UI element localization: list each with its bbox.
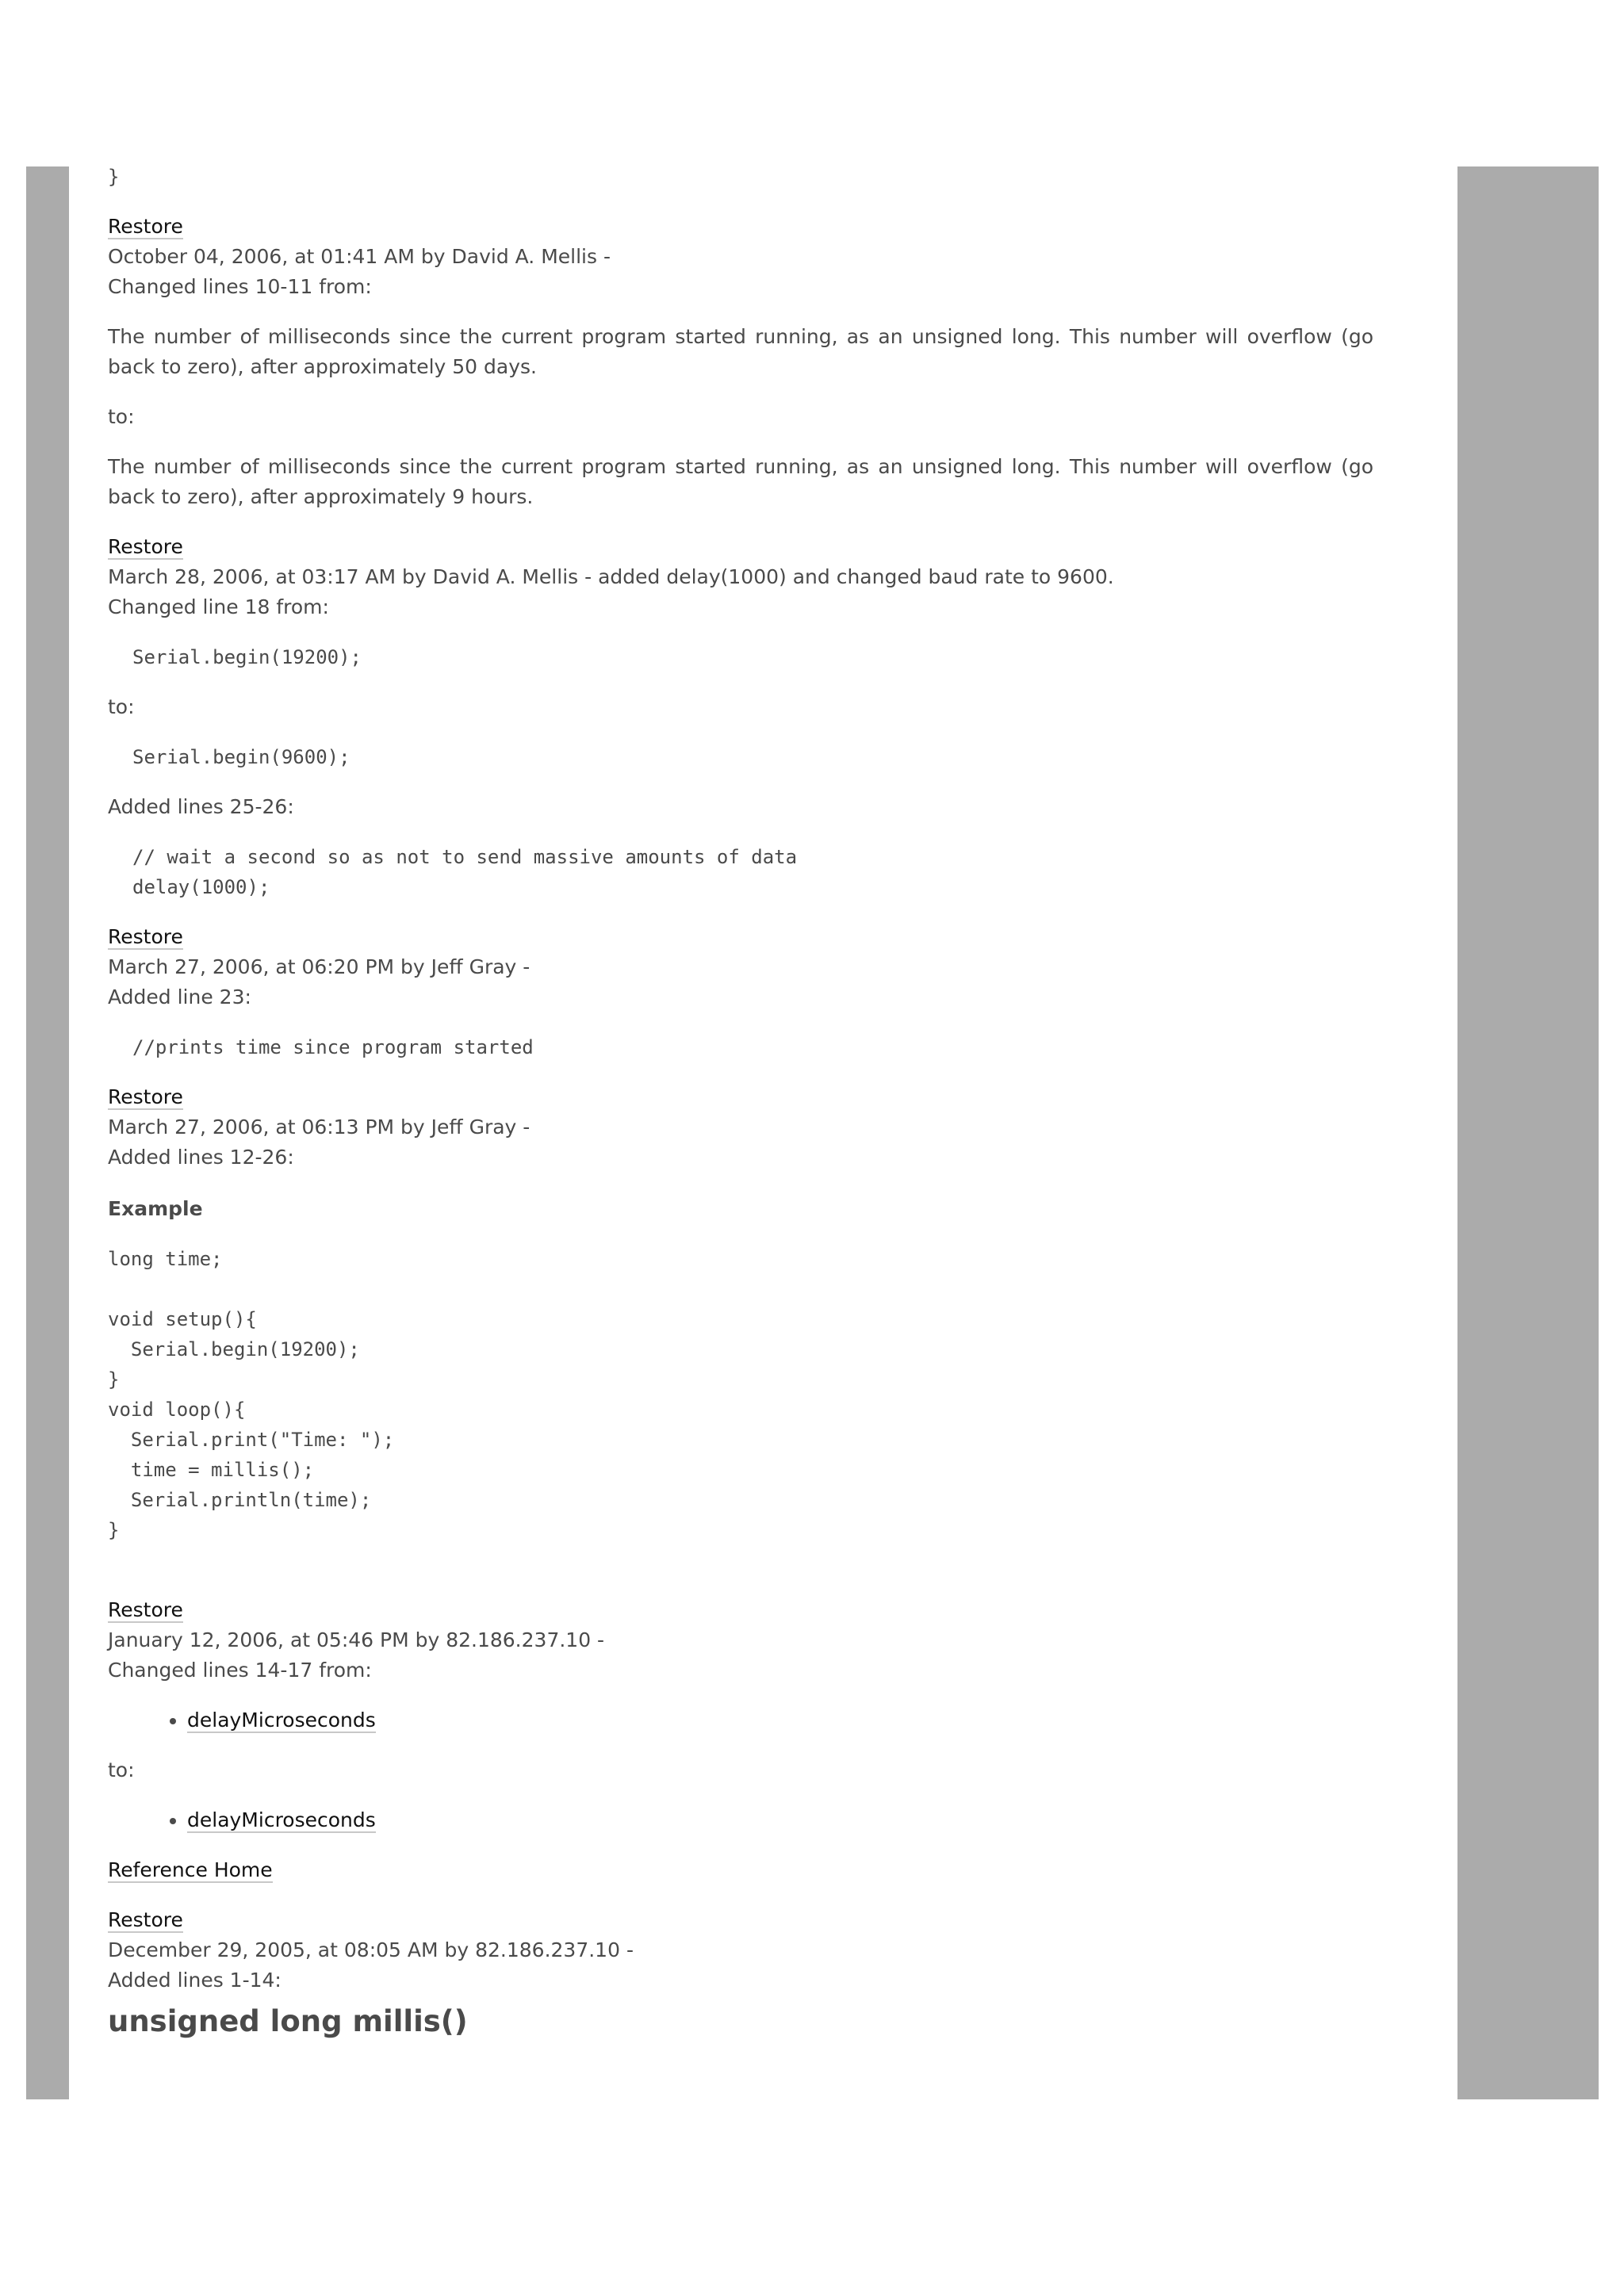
diff-from-text: The number of milliseconds since the current program started running, as an unsigned long. This number will overflow (go back to zero), after approximately 50 days. <box>108 325 1373 378</box>
entry-change-summary: Added lines 1-14: <box>108 1969 282 1992</box>
diff-added-code: // wait a second so as not to send massive amounts of data delay(1000); <box>132 846 798 898</box>
entry-meta: December 29, 2005, at 08:05 AM by 82.186.237.10 - <box>108 1938 634 1961</box>
diff-to-label: to: <box>108 1758 135 1781</box>
function-title: unsigned long millis() <box>108 2004 468 2038</box>
reference-home-link[interactable]: Reference Home <box>108 1858 273 1881</box>
restore-link[interactable]: Restore <box>108 1598 183 1621</box>
entry-change-summary: Changed lines 10-11 from: <box>108 275 372 298</box>
diff-added-label: Added lines 25-26: <box>108 795 294 818</box>
left-margin-bar <box>26 166 69 2099</box>
history-entry <box>108 1595 1373 1686</box>
history-entry <box>108 1082 1373 1173</box>
diff-to-label: to: <box>108 695 135 718</box>
entry-meta: October 04, 2006, at 01:41 AM by David A. Mellis - <box>108 245 611 268</box>
diff-from-list <box>108 1705 1373 1735</box>
restore-link[interactable]: Restore <box>108 1085 183 1108</box>
entry-meta: March 27, 2006, at 06:20 PM by Jeff Gray - <box>108 955 530 978</box>
restore-link[interactable]: Restore <box>108 925 183 948</box>
entry-change-summary: Added line 23: <box>108 985 251 1008</box>
list-item <box>187 1705 1373 1735</box>
diff-to-list <box>108 1805 1373 1835</box>
history-entry <box>108 532 1373 622</box>
history-entry <box>108 212 1373 302</box>
entry-change-summary: Added lines 12-26: <box>108 1146 294 1169</box>
diff-to-text: The number of milliseconds since the current program started running, as an unsigned long. This number will overflow (go back to zero), after approximately 9 hours. <box>108 455 1373 508</box>
diff-from-code: Serial.begin(19200); <box>132 646 362 668</box>
entry-change-summary: Changed line 18 from: <box>108 595 329 618</box>
delay-microseconds-link[interactable]: delayMicroseconds <box>187 1709 376 1732</box>
right-margin-bar <box>1457 166 1599 2099</box>
example-code: long time; void setup(){ Serial.begin(19200); } void loop(){ Serial.print("Time: "); time = millis(); Serial.println(time); } <box>108 1248 395 1541</box>
diff-to-label: to: <box>108 405 135 428</box>
list-item <box>187 1805 1373 1835</box>
code-closing-brace: } <box>108 166 120 188</box>
restore-link[interactable]: Restore <box>108 1908 183 1931</box>
entry-meta: January 12, 2006, at 05:46 PM by 82.186.237.10 - <box>108 1628 605 1651</box>
diff-to-code: Serial.begin(9600); <box>132 746 350 768</box>
entry-change-summary: Changed lines 14-17 from: <box>108 1659 372 1682</box>
example-heading: Example <box>108 1197 203 1220</box>
entry-meta: March 27, 2006, at 06:13 PM by Jeff Gray - <box>108 1115 530 1138</box>
history-entry <box>108 922 1373 1012</box>
entry-meta: March 28, 2006, at 03:17 AM by David A. Mellis - added delay(1000) and changed baud rate to 9600. <box>108 565 1114 588</box>
diff-added-code: //prints time since program started <box>132 1036 534 1058</box>
page-history-content <box>108 162 1373 2042</box>
history-entry <box>108 1905 1373 1996</box>
delay-microseconds-link[interactable]: delayMicroseconds <box>187 1808 376 1831</box>
restore-link[interactable]: Restore <box>108 535 183 558</box>
restore-link[interactable]: Restore <box>108 215 183 238</box>
